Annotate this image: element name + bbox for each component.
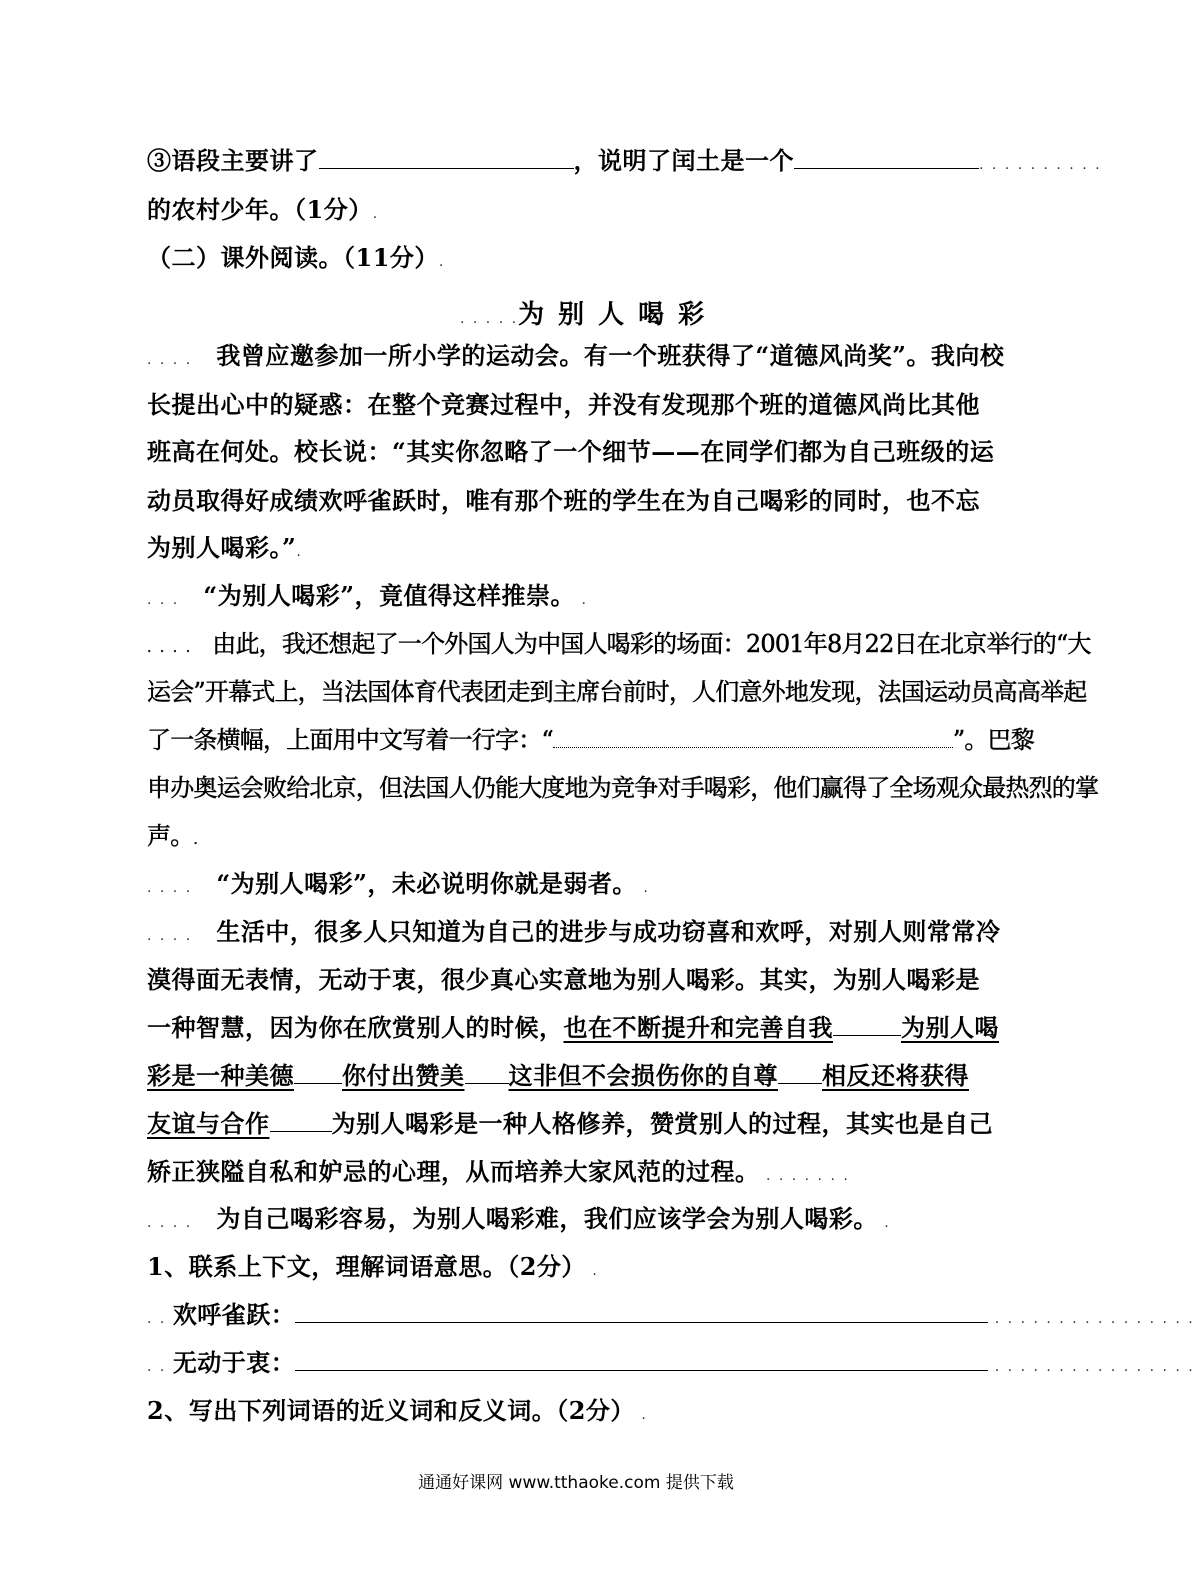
answer-blank-1[interactable] — [319, 146, 574, 169]
paragraph-6: . . . . 为自己喝彩容易，为别人喝彩难，我们应该学会为别人喝彩。 . — [147, 1204, 891, 1233]
paragraph-3-line-3 — [147, 725, 1034, 755]
paragraph-5-text: 为别人喝彩是一种人格修养，赞赏别人的过程，其实也是自己 — [331, 1109, 993, 1138]
question-3-text-a: ③语段主要讲了 — [147, 146, 319, 175]
paragraph-2-text: “为别人喝彩”，竟值得这样推崇。 — [203, 581, 576, 610]
question-1b: . . 无动于衷： . . . . . . . . . . . . . . . . — [147, 1348, 1195, 1377]
question-1-text: 1、联系上下文，理解词语意思。（2分） — [147, 1252, 586, 1281]
question-3-line-2: 的农村少年。（1分）. — [147, 195, 380, 224]
paragraph-3-line-1: . . . . 由此，我还想起了一个外国人为中国人喝彩的场面：2001年8月22日在北京举行的“大 — [147, 630, 1091, 658]
paragraph-1-line-4 — [147, 486, 980, 516]
punctuation-blank[interactable] — [833, 1013, 901, 1036]
paragraph-5-line-4 — [147, 1061, 969, 1091]
paragraph-5-line-3 — [147, 1013, 999, 1043]
paragraph-3-text: 声。 — [147, 822, 194, 850]
paragraph-3-text: 由此，我还想起了一个外国人为中国人喝彩的场面：2001年8月22日在北京举行的“大 — [212, 630, 1091, 658]
footer-credit: 通通好课网 www.tthaoke.com 提供下载 — [418, 1473, 734, 1493]
paragraph-1-text: 我曾应邀参加一所小学的运动会。有一个班获得了“道德风尚奖”。我向校 — [216, 341, 1005, 370]
question-3-text-c: 的农村少年。（1分） — [147, 195, 373, 224]
paragraph-3-text: 运会”开幕式上，当法国体育代表团走到主席台前时，人们意外地发现，法国运动员高高举起 — [147, 678, 1087, 706]
paragraph-1-line-3 — [147, 437, 994, 467]
question-2: 2、写出下列词语的近义词和反义词。（2分） . — [147, 1396, 648, 1425]
answer-line-huanhuqueyue[interactable] — [295, 1300, 988, 1323]
banner-answer-blank[interactable] — [553, 725, 953, 748]
question-3-line — [147, 146, 1102, 176]
paragraph-5-text: 一种智慧，因为你在欣赏别人的时候， — [147, 1013, 564, 1042]
paragraph-3-line-2 — [147, 677, 1086, 707]
paragraph-1-text: 班高在何处。校长说：“其实你忽略了一个细节——在同学们都为自己班级的运 — [147, 437, 995, 466]
question-1: 1、联系上下文，理解词语意思。（2分） . — [147, 1252, 599, 1281]
article-title-text: 为别人喝彩 — [518, 300, 719, 330]
paragraph-1-text: 为别人喝彩。” — [147, 533, 297, 562]
paragraph-5-line-6: 矫正狭隘自私和妒忌的心理，从而培养大家风范的过程。 . . . . . . . — [147, 1157, 850, 1186]
underlined-sentence: 你付出赞美 — [342, 1061, 465, 1090]
paragraph-1-line-1: . . . . 我曾应邀参加一所小学的运动会。有一个班获得了“道德风尚奖”。我向校 — [147, 341, 1005, 370]
paragraph-1-line-2 — [147, 390, 980, 420]
paragraph-5-line-2 — [147, 965, 980, 995]
paragraph-1-line-5: 为别人喝彩。”. — [147, 533, 303, 562]
punctuation-blank[interactable] — [465, 1061, 509, 1084]
paragraph-4-text: “为别人喝彩”，未必说明你就是弱者。 — [216, 869, 637, 898]
paragraph-2: . . . “为别人喝彩”，竟值得这样推崇。 . — [147, 581, 588, 610]
underlined-sentence: 相反还将获得 — [822, 1061, 969, 1090]
paragraph-5-text: 生活中，很多人只知道为自己的进步与成功窃喜和欢呼，对别人则常常冷 — [216, 917, 1001, 946]
question-2-text: 2、写出下列词语的近义词和反义词。（2分） — [147, 1396, 635, 1425]
underlined-sentence: 这非但不会损伤你的自尊 — [508, 1061, 778, 1090]
section-2-title: （二）课外阅读。（11分） — [147, 243, 439, 272]
paragraph-1-text: 动员取得好成绩欢呼雀跃时，唯有那个班的学生在为自己喝彩的同时，也不忘 — [147, 486, 980, 515]
punctuation-blank[interactable] — [270, 1109, 332, 1132]
paragraph-5-text: 矫正狭隘自私和妒忌的心理，从而培养大家风范的过程。 — [147, 1157, 760, 1186]
paragraph-3-line-4 — [147, 773, 1098, 803]
underlined-sentence: 友谊与合作 — [147, 1109, 270, 1138]
term-wudongyuzhong: 无动于衷： — [172, 1348, 296, 1377]
punctuation-blank[interactable] — [778, 1061, 822, 1084]
paragraph-4: . . . . “为别人喝彩”，未必说明你就是弱者。 . — [147, 869, 650, 898]
article-title: . . . . .为别人喝彩 — [460, 300, 719, 330]
dot-leader: . . . . . . . . . . — [979, 157, 1102, 173]
punctuation-blank[interactable] — [294, 1061, 342, 1084]
section-heading: （二）课外阅读。（11分）. — [147, 243, 446, 272]
question-3-text-b: ，说明了闰土是一个 — [573, 146, 794, 175]
paragraph-5-line-5 — [147, 1109, 993, 1139]
term-huanhuqueyue: 欢呼雀跃： — [172, 1300, 296, 1329]
paragraph-3-line-5: 声。. — [147, 822, 200, 850]
question-1a: . . 欢呼雀跃： . . . . . . . . . . . . . . . . — [147, 1300, 1195, 1329]
paragraph-3-text: 了一条横幅，上面用中文写着一行字：“ — [147, 726, 553, 754]
underlined-sentence: 为别人喝 — [901, 1013, 999, 1042]
paragraph-3-text: 申办奥运会败给北京，但法国人仍能大度地为竞争对手喝彩，他们赢得了全场观众最热烈的掌 — [147, 774, 1099, 802]
paragraph-6-text: 为自己喝彩容易，为别人喝彩难，我们应该学会为别人喝彩。 — [216, 1204, 878, 1233]
paragraph-5-text: 漠得面无表情，无动于衷，很少真心实意地为别人喝彩。其实，为别人喝彩是 — [147, 965, 980, 994]
underlined-sentence: 也在不断提升和完善自我 — [563, 1013, 833, 1042]
answer-blank-2[interactable] — [794, 146, 979, 169]
underlined-sentence: 彩是一种美德 — [147, 1061, 294, 1090]
paragraph-1-text: 长提出心中的疑惑：在整个竞赛过程中，并没有发现那个班的道德风尚比其他 — [147, 390, 980, 419]
answer-line-wudongyuzhong[interactable] — [295, 1348, 988, 1371]
paragraph-5-line-1: . . . . 生活中，很多人只知道为自己的进步与成功窃喜和欢呼，对别人则常常冷 — [147, 917, 1001, 946]
paragraph-3-text: ”。巴黎 — [952, 726, 1034, 754]
